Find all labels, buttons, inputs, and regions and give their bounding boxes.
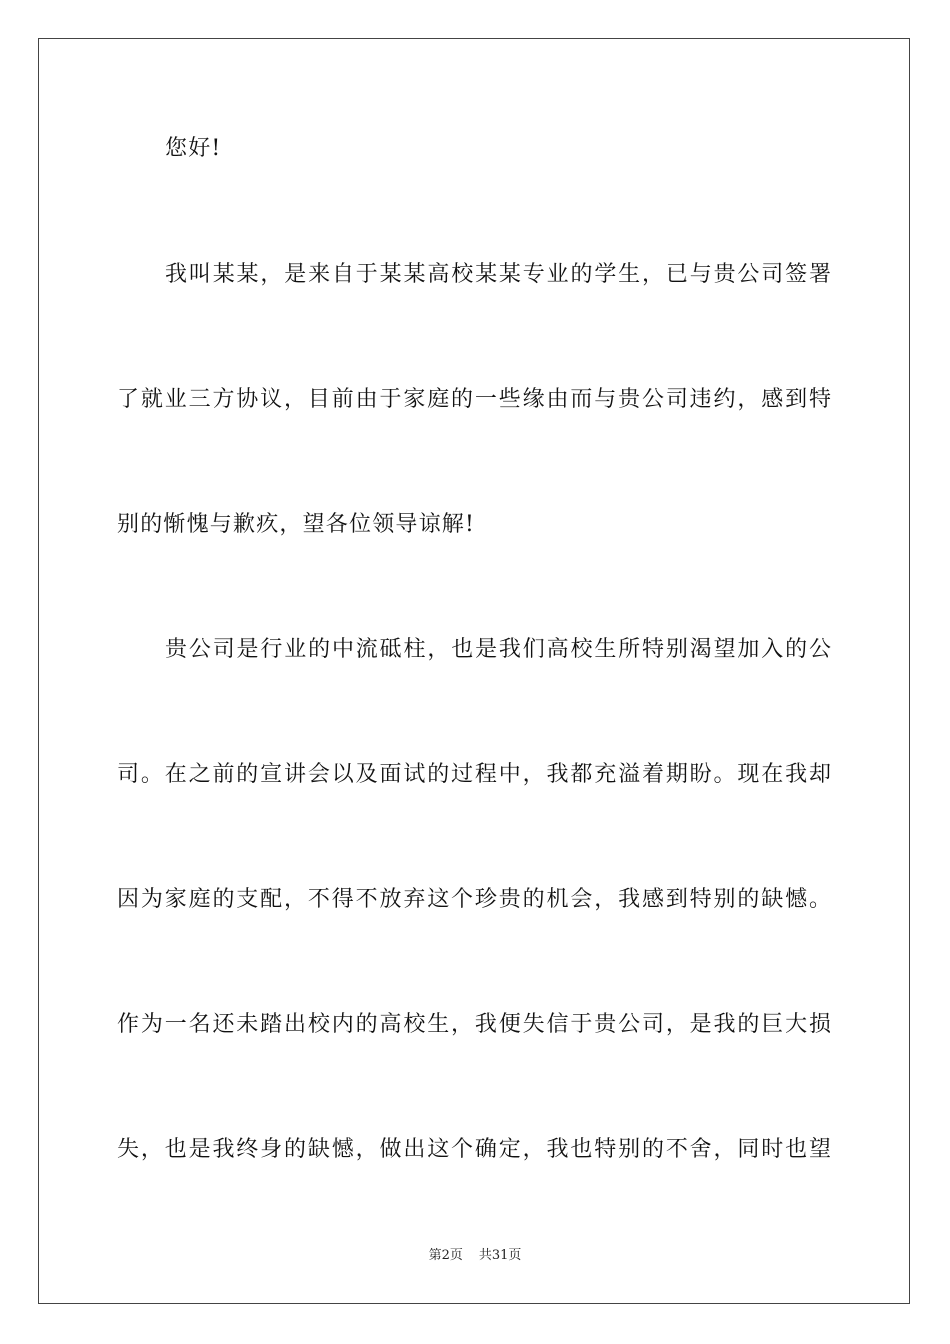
greeting-line: 您好! bbox=[165, 136, 222, 161]
paragraph-1-line-3: 别的惭愧与歉疚，望各位领导谅解! bbox=[117, 512, 476, 537]
paragraph-2-line-2: 司。在之前的宣讲会以及面试的过程中，我都充溢着期盼。现在我却 bbox=[117, 762, 831, 787]
page-footer bbox=[0, 1248, 950, 1264]
paragraph-1-line-2: 了就业三方协议，目前由于家庭的一些缘由而与贵公司违约，感到特 bbox=[117, 387, 831, 412]
paragraph-1-line-1: 我叫某某，是来自于某某高校某某专业的学生，已与贵公司签署 bbox=[165, 262, 831, 287]
total-pages: 共31页 bbox=[478, 1248, 522, 1263]
paragraph-2-line-4: 作为一名还未踏出校内的高校生，我便失信于贵公司，是我的巨大损 bbox=[117, 1012, 831, 1037]
paragraph-2-line-5: 失，也是我终身的缺憾，做出这个确定，我也特别的不舍，同时也望 bbox=[117, 1137, 831, 1162]
paragraph-2-line-3: 因为家庭的支配，不得不放弃这个珍贵的机会，我感到特别的缺憾。 bbox=[117, 887, 831, 912]
page-number: 第2页 bbox=[428, 1248, 463, 1263]
page-border bbox=[38, 38, 910, 1304]
paragraph-2-line-1: 贵公司是行业的中流砥柱，也是我们高校生所特别渴望加入的公 bbox=[165, 637, 831, 662]
